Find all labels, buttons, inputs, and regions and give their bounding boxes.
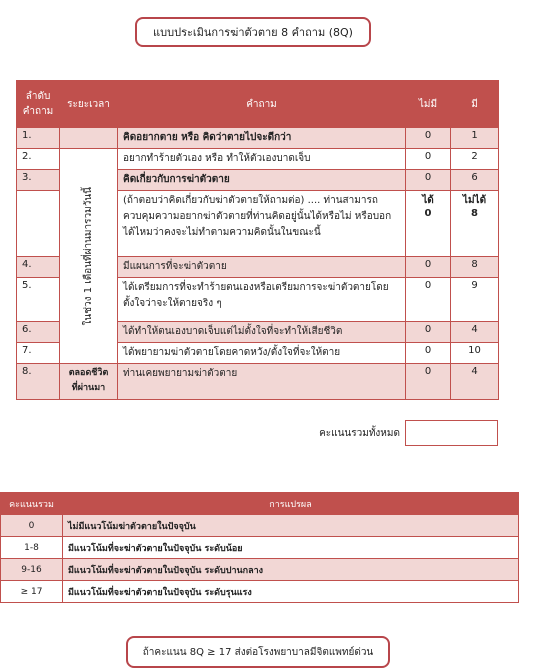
table-row [1,537,519,559]
row-score-no-cell [406,191,451,257]
row-no: 5. [17,278,60,322]
score-interpretation: มีแนวโน้มที่จะฆ่าตัวตายในปัจจุบัน ระดับรุนแรง [63,581,519,603]
row-question: คิดเกี่ยวกับการฆ่าตัวตาย [118,170,406,191]
row-no: 8. [17,364,60,400]
scoring-table [0,492,519,603]
score-range: ≥ 17 [1,581,63,603]
row-score-yes: 10 [451,343,499,364]
form-title [135,17,371,47]
total-score-row [16,420,498,446]
header-no: ลำดับ คำถาม [17,81,60,128]
row-score-no: 0 [406,343,451,364]
score-range: 1-8 [1,537,63,559]
row-score-yes: 9 [451,278,499,322]
score-range: 9-16 [1,559,63,581]
table-row [1,559,519,581]
row-score-yes: 4 [451,322,499,343]
total-score-field[interactable] [405,420,498,446]
row-question: (ถ้าตอบว่าคิดเกี่ยวกับฆ่าตัวตายให้ถามต่อ) .... ท่านสามารถควบคุมความอยากฆ่าตัวตายที่ท่านคิดอยู่นั้นได้หรือไม่ หรือบอกได้ไหมว่าคงจะไม่ทำตามความคิดนั้นในขณะนี้ [118,191,406,257]
row-score-no: 0 [406,170,451,191]
row-score-yes: 8 [451,257,499,278]
row-no: 2. [17,149,60,170]
row-score-no: 0 [406,257,451,278]
question-table-header [17,81,499,128]
header-yes-answer: มี [451,81,499,128]
scoring-table-header [1,493,519,515]
row-question: ท่านเคยพยายามฆ่าตัวตาย [118,364,406,400]
header-period: ระยะเวลา [60,81,118,128]
row-score-no: 0 [406,149,451,170]
row-score-no: 0 [406,278,451,322]
table-row [17,364,499,400]
row-score-yes: 2 [451,149,499,170]
period-month: ในช่วง 1 เดือนที่ผ่านมารวมวันนี้ [83,186,94,326]
period-life: ตลอดชีวิต ที่ผ่านมา [60,364,118,400]
total-score-label: คะแนนรวมทั้งหมด [319,428,400,439]
row-score-yes: 8 [471,208,478,219]
table-row [1,581,519,603]
row-score-no: 0 [406,322,451,343]
row-question: คิดอยากตาย หรือ คิดว่าตายไปจะดีกว่า [118,128,406,149]
form-title-text: แบบประเมินการฆ่าตัวตาย 8 คำถาม (8Q) [153,26,353,39]
row-score-yes-cell [451,191,499,257]
row-score-yes: 1 [451,128,499,149]
row-score-yes: 6 [451,170,499,191]
row-no: 3. [17,170,60,191]
score-interpretation: มีแนวโน้มที่จะฆ่าตัวตายในปัจจุบัน ระดับน้อย [63,537,519,559]
score-range: 0 [1,515,63,537]
row-question: ได้ทำให้ตนเองบาดเจ็บแต่ไม่ตั้งใจที่จะทำให้เสียชีวิต [118,322,406,343]
row-score-yes-label: ไม่ได้ [462,195,487,206]
referral-note [126,636,390,668]
header-no-answer: ไม่มี [406,81,451,128]
row-no [17,191,60,257]
table-row [17,149,499,170]
table-row [17,128,499,149]
row-no: 4. [17,257,60,278]
row-question: อยากทำร้ายตัวเอง หรือ ทำให้ตัวเองบาดเจ็บ [118,149,406,170]
table-row [1,515,519,537]
row-no: 7. [17,343,60,364]
period-cell [60,128,118,149]
question-table [16,80,499,400]
period-month-cell [60,149,118,364]
row-question: ได้เตรียมการที่จะทำร้ายตนเองหรือเตรียมการจะฆ่าตัวตายโดยตั้งใจว่าจะให้ตายจริง ๆ [118,278,406,322]
row-no: 6. [17,322,60,343]
row-score-no: 0 [406,128,451,149]
row-question: ได้พยายามฆ่าตัวตายโดยคาดหวัง/ตั้งใจที่จะให้ตาย [118,343,406,364]
row-no: 1. [17,128,60,149]
row-score-no: 0 [424,208,432,219]
row-score-no: 0 [406,364,451,400]
row-question: มีแผนการที่จะฆ่าตัวตาย [118,257,406,278]
score-interpretation: มีแนวโน้มที่จะฆ่าตัวตายในปัจจุบัน ระดับปานกลาง [63,559,519,581]
referral-note-text: ถ้าคะแนน 8Q ≥ 17 ส่งต่อโรงพยาบาลมีจิตแพทย์ด่วน [142,646,374,658]
row-score-no-label: ได้ [422,195,434,206]
header-interpretation: การแปรผล [63,493,519,515]
header-total-score: คะแนนรวม [1,493,63,515]
score-interpretation: ไม่มีแนวโน้มฆ่าตัวตายในปัจจุบัน [63,515,519,537]
row-score-yes: 4 [451,364,499,400]
header-question: คำถาม [118,81,406,128]
